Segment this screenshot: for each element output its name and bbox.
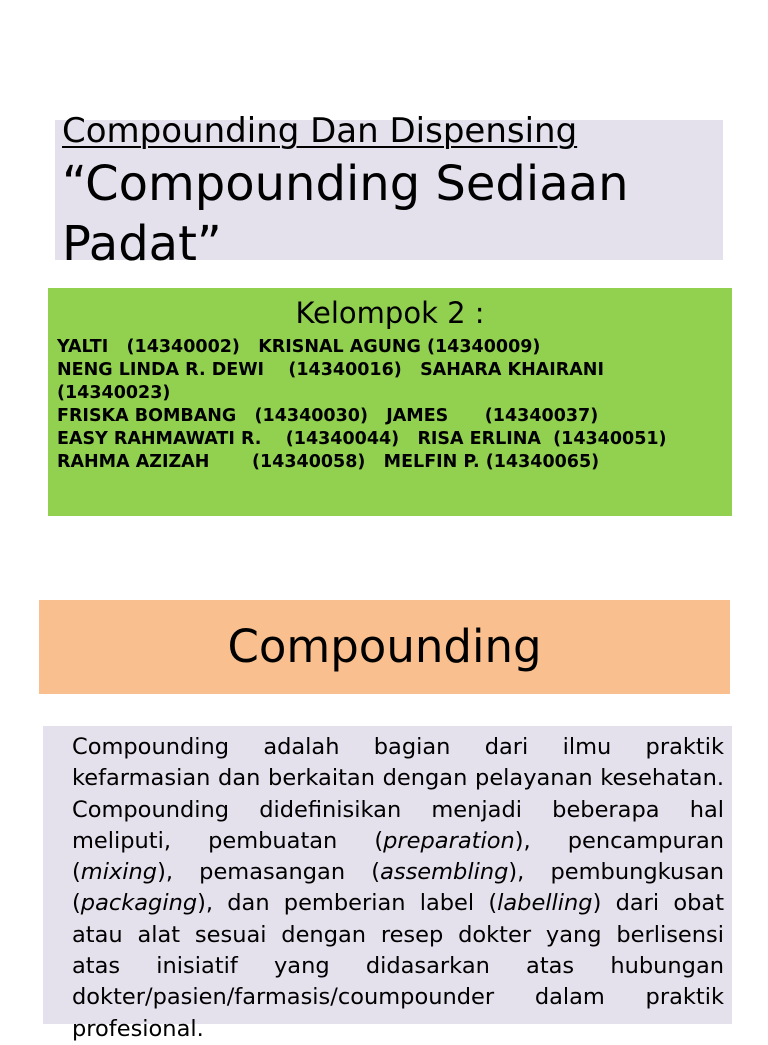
text-segment: ), pencampuran (	[72, 827, 725, 886]
section-title: Compounding	[227, 620, 542, 673]
section-header-box	[39, 600, 730, 694]
italic-term: labelling	[497, 890, 593, 917]
group-heading: Kelompok 2 :	[295, 296, 485, 330]
italic-term: preparation	[383, 827, 515, 854]
group-box	[48, 288, 732, 516]
member-line: YALTI (14340002) KRISNAL AGUNG (14340009)	[57, 337, 541, 357]
text-segment: ), dan pemberian label (	[197, 890, 498, 917]
italic-term: assembling	[380, 859, 509, 886]
member-line: RAHMA AZIZAH (14340058) MELFIN P. (14340065)	[57, 452, 600, 472]
member-list	[57, 336, 723, 474]
member-line: FRISKA BOMBANG (14340030) JAMES (14340037)	[57, 406, 599, 426]
text-segment: Compounding adalah bagian dari ilmu praktik kefarmasian dan berkaitan dengan pelayanan kesehatan. Compounding didefinisikan menjadi beberapa hal meliputi, pembuatan (	[72, 734, 724, 854]
course-title: Compounding Dan Dispensing	[62, 111, 578, 151]
text-segment: ) dari obat atau alat sesuai dengan resep dokter yang berlisensi atas inisiatif yang didasarkan atas hubungan dokter/pasien/farmasis/coumpounder dalam praktik profesional.	[72, 890, 725, 1042]
main-title: “Compounding Sediaan Padat”	[62, 156, 629, 272]
text-segment: ), pembungkusan (	[72, 859, 724, 917]
member-line: (14340023)	[57, 383, 171, 403]
definition-box	[43, 726, 732, 1042]
italic-term: packaging	[80, 890, 198, 917]
member-line: EASY RAHMAWATI R. (14340044) RISA ERLINA (14340051)	[57, 429, 667, 449]
member-line: NENG LINDA R. DEWI (14340016) SAHARA KHAIRANI	[57, 360, 604, 380]
italic-term: mixing	[80, 859, 158, 886]
text-segment: ), pemasangan (	[157, 859, 381, 886]
definition-text	[72, 732, 724, 1045]
